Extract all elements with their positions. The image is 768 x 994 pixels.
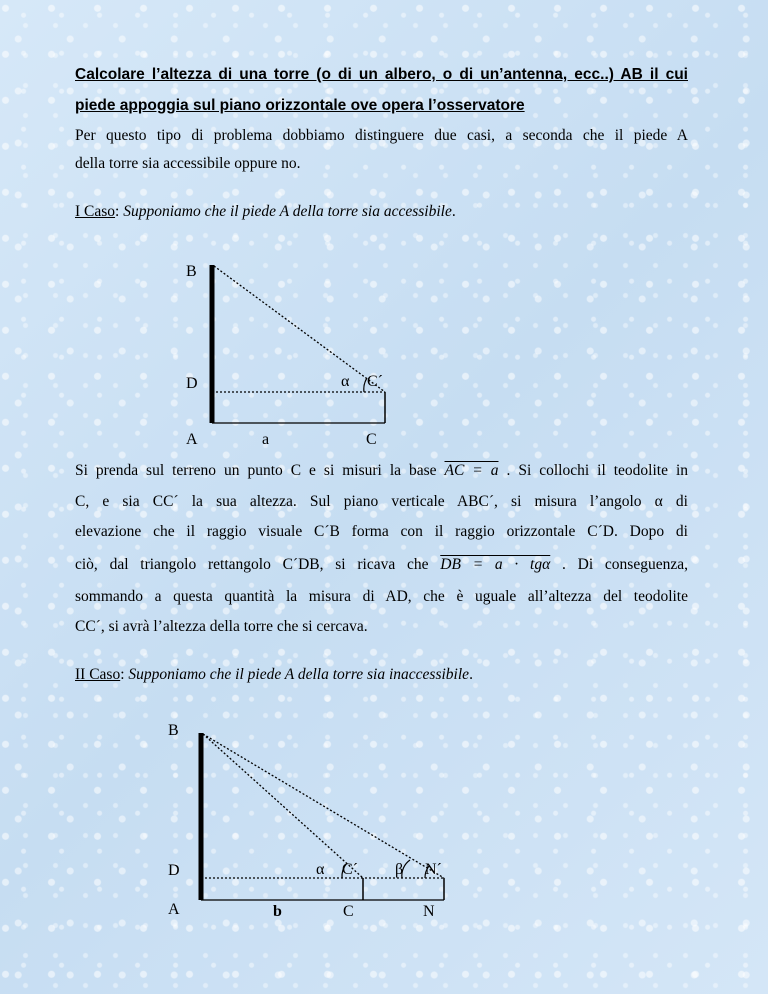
- sight-line-cb: [214, 266, 385, 392]
- label-d: D: [186, 375, 198, 392]
- para-l1-post: . Si collochi il teodolite in: [506, 462, 689, 479]
- sight-line-c2b: [203, 734, 363, 878]
- label2-alpha: α: [316, 861, 325, 878]
- intro-line-2: della torre sia accessibile oppure no.: [75, 155, 301, 172]
- sight-line-nb: [203, 734, 444, 878]
- para-l4-post: . Di conseguenza,: [562, 556, 688, 573]
- label2-beta: β: [395, 861, 404, 878]
- para-line-6: CC´, si avrà l’altezza della torre che si cercava.: [75, 618, 368, 635]
- label2-b-length: b: [273, 903, 282, 920]
- label-c-prime: C´: [367, 373, 383, 390]
- case1-label: I Caso: [75, 203, 116, 220]
- label2-d: D: [168, 862, 180, 879]
- label-c: C: [366, 431, 377, 448]
- label2-a: A: [168, 901, 180, 918]
- label2-n: N: [423, 903, 435, 920]
- label2-n-prime: N´: [425, 861, 442, 878]
- para-line-5: sommando a questa quantità la misura di AD, che è uguale all’altezza del teodolite: [75, 588, 688, 605]
- case2-label: II Caso: [75, 666, 121, 683]
- para-line-4: [75, 556, 688, 574]
- case1-heading: I Caso: Supponiamo che il piede A della torre sia accessibile.: [75, 203, 456, 220]
- label2-c-prime: C´: [342, 861, 358, 878]
- para-l4-pre: ciò, dal triangolo rettangolo C´DB, si ricava che: [75, 556, 429, 573]
- label-a-length: a: [262, 431, 270, 448]
- title-line-2: piede appoggia sul piano orizzontale ove opera l’osservatore: [75, 97, 525, 114]
- para-l1-pre: Si prenda sul terreno un punto C e si misuri la base: [75, 462, 437, 479]
- para-line-1: [75, 462, 688, 480]
- label2-c: C: [343, 903, 354, 920]
- case2-text: Supponiamo che il piede A della torre sia inaccessibile: [128, 666, 470, 683]
- label-a-point: A: [186, 431, 198, 448]
- label-alpha: α: [341, 373, 350, 390]
- formula-ac: AC = a: [444, 462, 499, 479]
- para-line-2: C, e sia CC´ la sua altezza. Sul piano verticale ABC´, si misura l’angolo α di: [75, 493, 688, 510]
- para-line-3: elevazione che il raggio visuale C´B forma con il raggio orizzontale C´D. Dopo di: [75, 523, 688, 540]
- case1-text: Supponiamo che il piede A della torre sia accessibile: [123, 203, 452, 220]
- case2-heading: II Caso: Supponiamo che il piede A della torre sia inaccessibile.: [75, 666, 473, 683]
- label-b: B: [186, 263, 197, 280]
- label2-b: B: [168, 722, 179, 739]
- intro-line-1: Per questo tipo di problema dobbiamo distinguere due casi, a seconda che il piede A: [75, 127, 688, 144]
- formula-db: DB = a · tgα: [440, 556, 551, 573]
- title-line-1: Calcolare l’altezza di una torre (o di un albero, o di un’antenna, ecc..) AB il cui: [75, 66, 688, 83]
